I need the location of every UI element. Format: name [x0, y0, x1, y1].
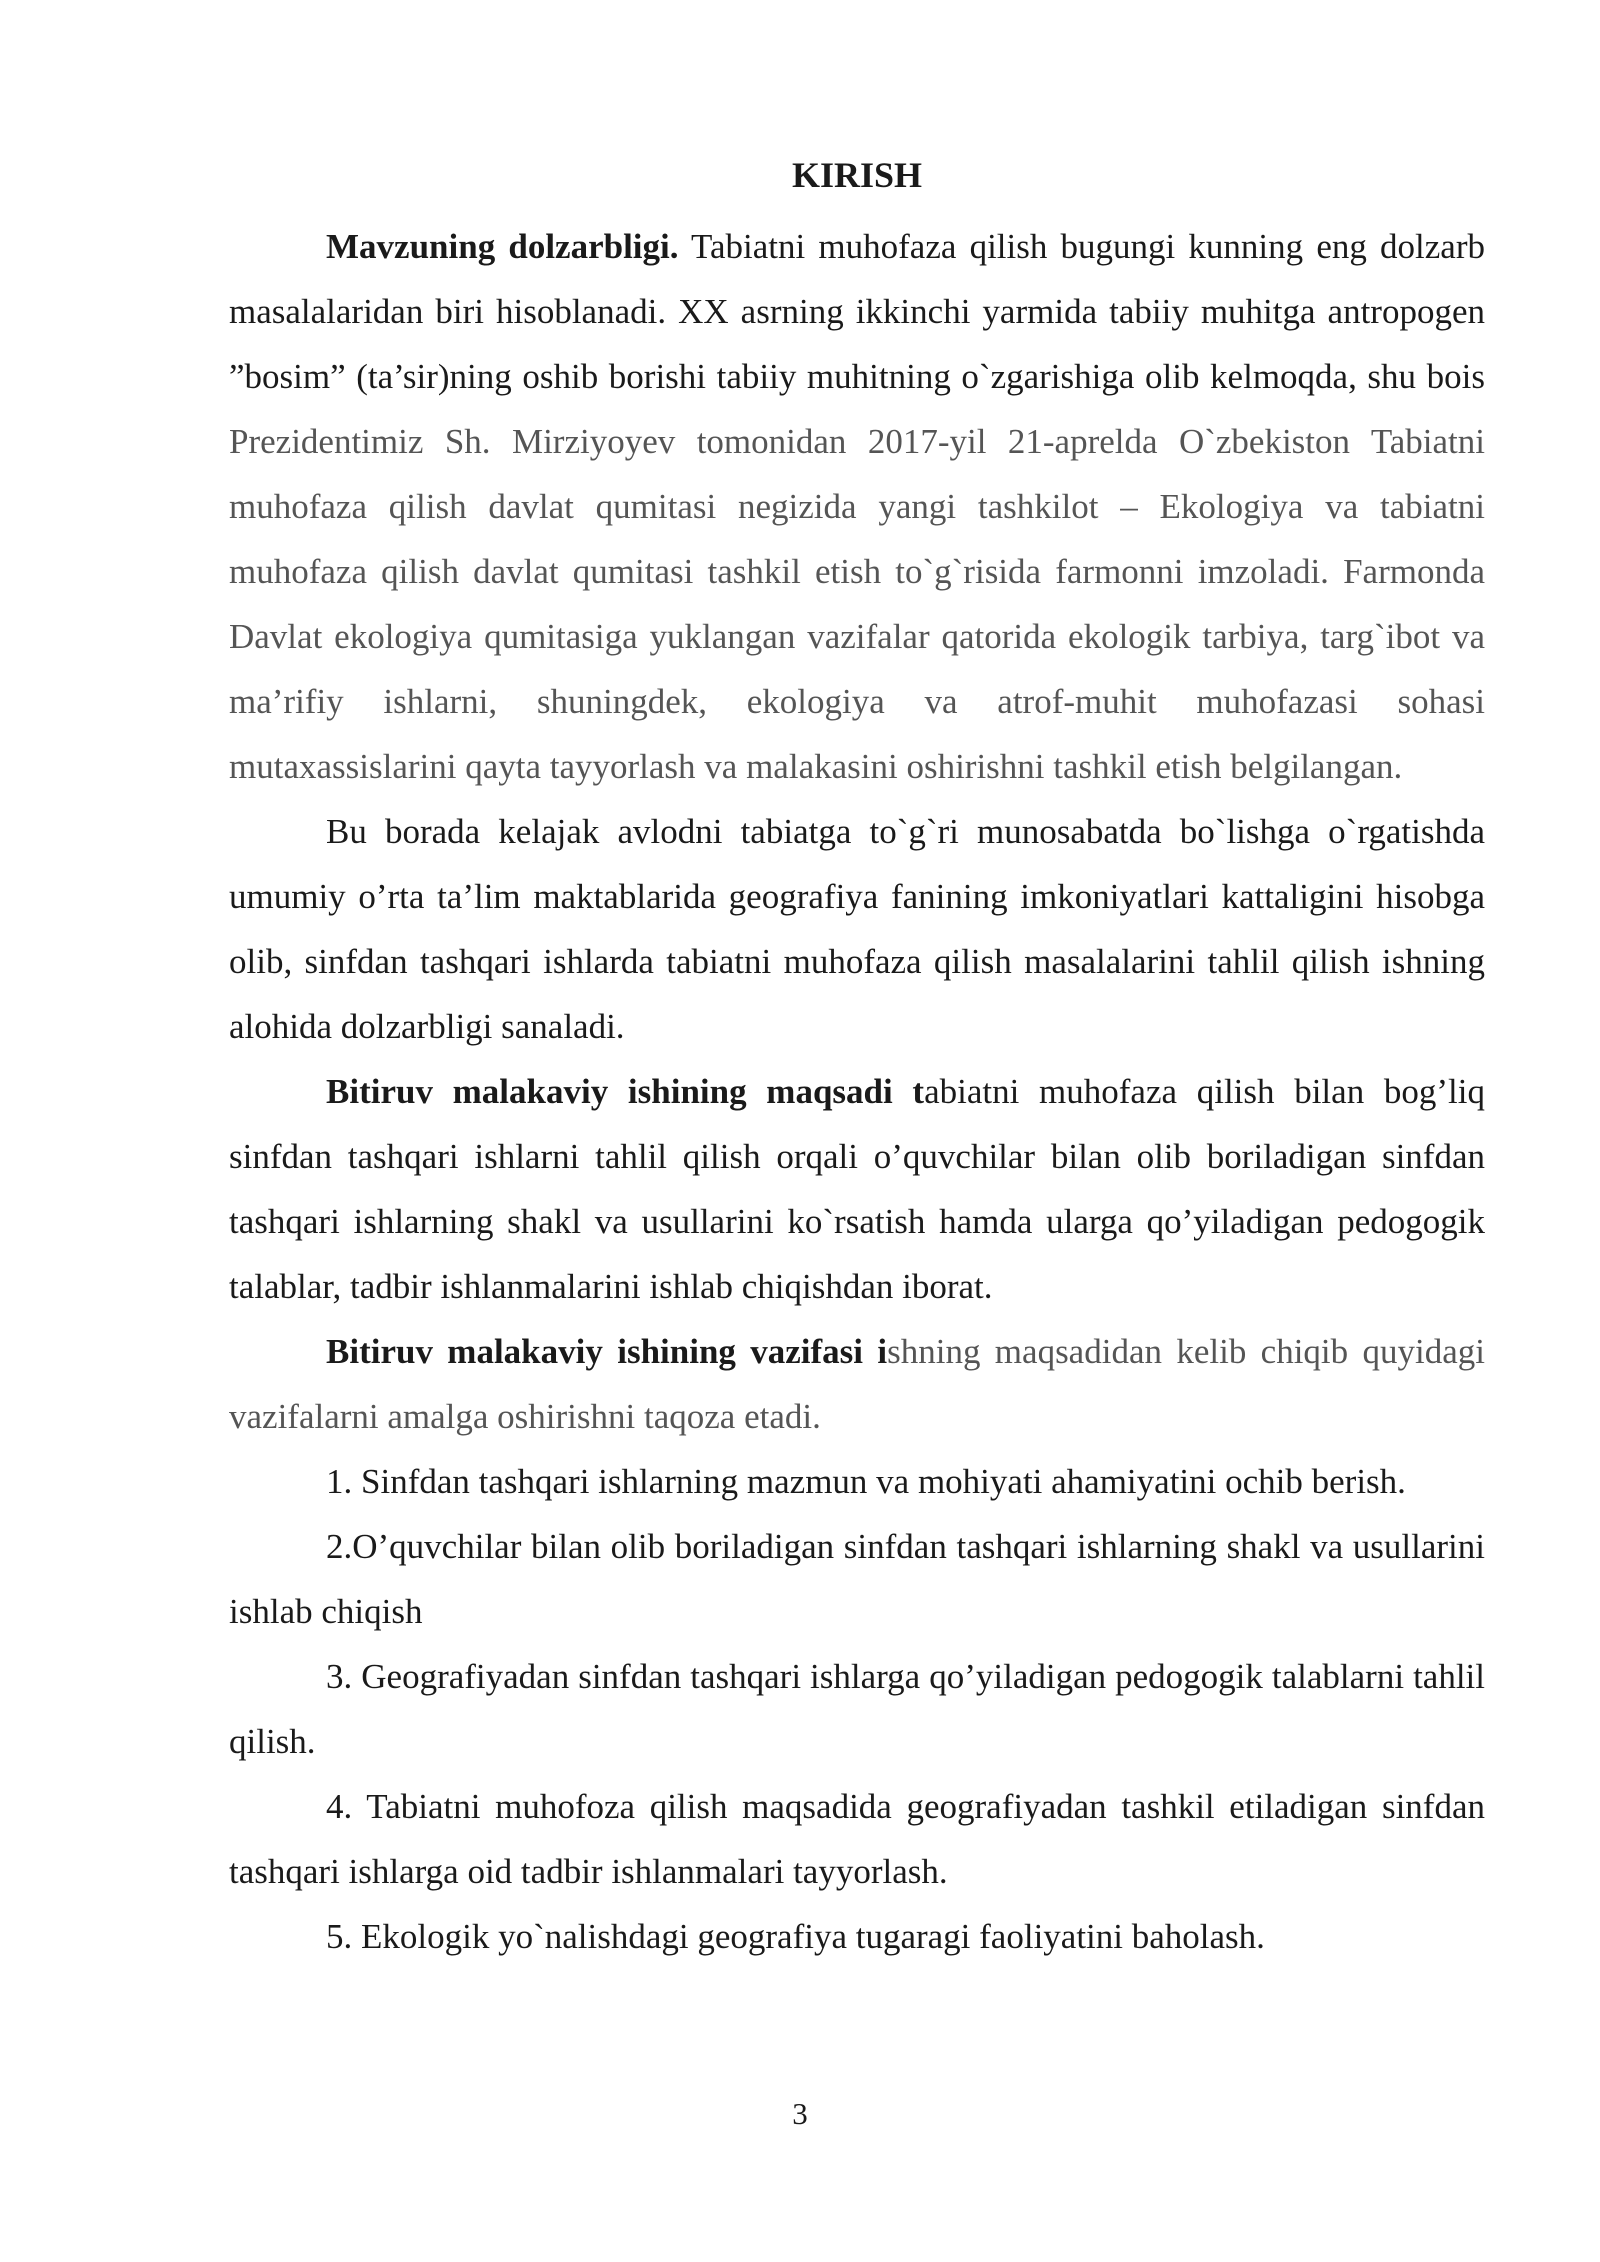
page-number: 3: [792, 2096, 808, 2131]
goal-heading: Bitiruv malakaviy ishining maqsadi t: [326, 1072, 925, 1111]
paragraph-tasks-intro: [229, 1319, 1485, 1449]
paragraph-goal: [229, 1059, 1485, 1319]
goal-text: abiatni muhofaza qilish bilan bog’liq sinfdan tashqari ishlarni tahlil qilish orqali o’quvchilar bilan olib boriladigan sinfdan tashqari ishlarning shakl va usullarini ko`rsatish hamda ularga qo’yiladigan pedogogik talablar, tadbir ishlanmalarini ishlab chiqishdan iborat.: [229, 1072, 1485, 1306]
task-item-4: 4. Tabiatni muhofoza qilish maqsadida geografiyadan tashkil etiladigan sinfdan tashqari ishlarga oid tadbir ishlanmalari tayyorlash.: [229, 1787, 1485, 1891]
section-title: KIRISH: [791, 155, 923, 195]
tasks-heading: Bitiruv malakaviy ishining vazifasi i: [326, 1332, 888, 1371]
document-page: [229, 150, 1485, 1969]
task-item-3: 3. Geografiyadan sinfdan tashqari ishlarga qo’yiladigan pedogogik talablarni tahlil qilish.: [229, 1657, 1485, 1761]
paragraph-relevance: [229, 214, 1485, 799]
tasks-intro-text: shning maqsadidan kelib chiqib quyidagi vazifalarni amalga oshirishni taqoza etadi.: [229, 1332, 1485, 1436]
paragraph-context: Bu borada kelajak avlodni tabiatga to`g`ri munosabatda bo`lishga o`rgatishda umumiy o’rta ta’lim maktablarida geografiya fanining imkoniyatlari kattaligini hisobga olib, sinfdan tashqari ishlarda tabiatni muhofaza qilish masalalarini tahlil qilish ishning alohida dolzarbligi sanaladi.: [229, 812, 1485, 1046]
relevance-heading: Mavzuning dolzarbligi.: [326, 227, 679, 266]
relevance-text-b: Prezidentimiz Sh. Mirziyoyev tomonidan 2017-yil 21-aprelda O`zbekiston Tabiatni muhofaza qilish davlat qumitasi negizida yangi tashkilot – Ekologiya va tabiatni muhofaza qilish davlat qumitasi tashkil etish to`g`risida farmonni imzoladi. Farmonda Davlat ekologiya qumitasiga yuklangan vazifalar qatorida ekologik tarbiya, targ`ibot va ma’rifiy ishlarni, shuningdek, ekologiya va atrof-muhit muhofazasi sohasi mutaxassislarini qayta tayyorlash va malakasini oshirishni tashkil etish belgilangan.: [229, 422, 1485, 786]
relevance-text-a: Tabiatni muhofaza qilish bugungi kunning eng dolzarb masalalaridan biri hisoblanadi. XX asrning ikkinchi yarmida tabiiy muhitga antropogen ”bosim” (ta’sir)ning oshib borishi tabiiy muhitning o`zgarishiga olib kelmoqda, shu bois: [229, 227, 1485, 396]
task-item-1: 1. Sinfdan tashqari ishlarning mazmun va mohiyati ahamiyatini ochib berish.: [326, 1462, 1406, 1501]
task-item-2: 2.O’quvchilar bilan olib boriladigan sinfdan tashqari ishlarning shakl va usullarini ishlab chiqish: [229, 1527, 1485, 1631]
task-item-5: 5. Ekologik yo`nalishdagi geografiya tugaragi faoliyatini baholash.: [326, 1917, 1265, 1956]
